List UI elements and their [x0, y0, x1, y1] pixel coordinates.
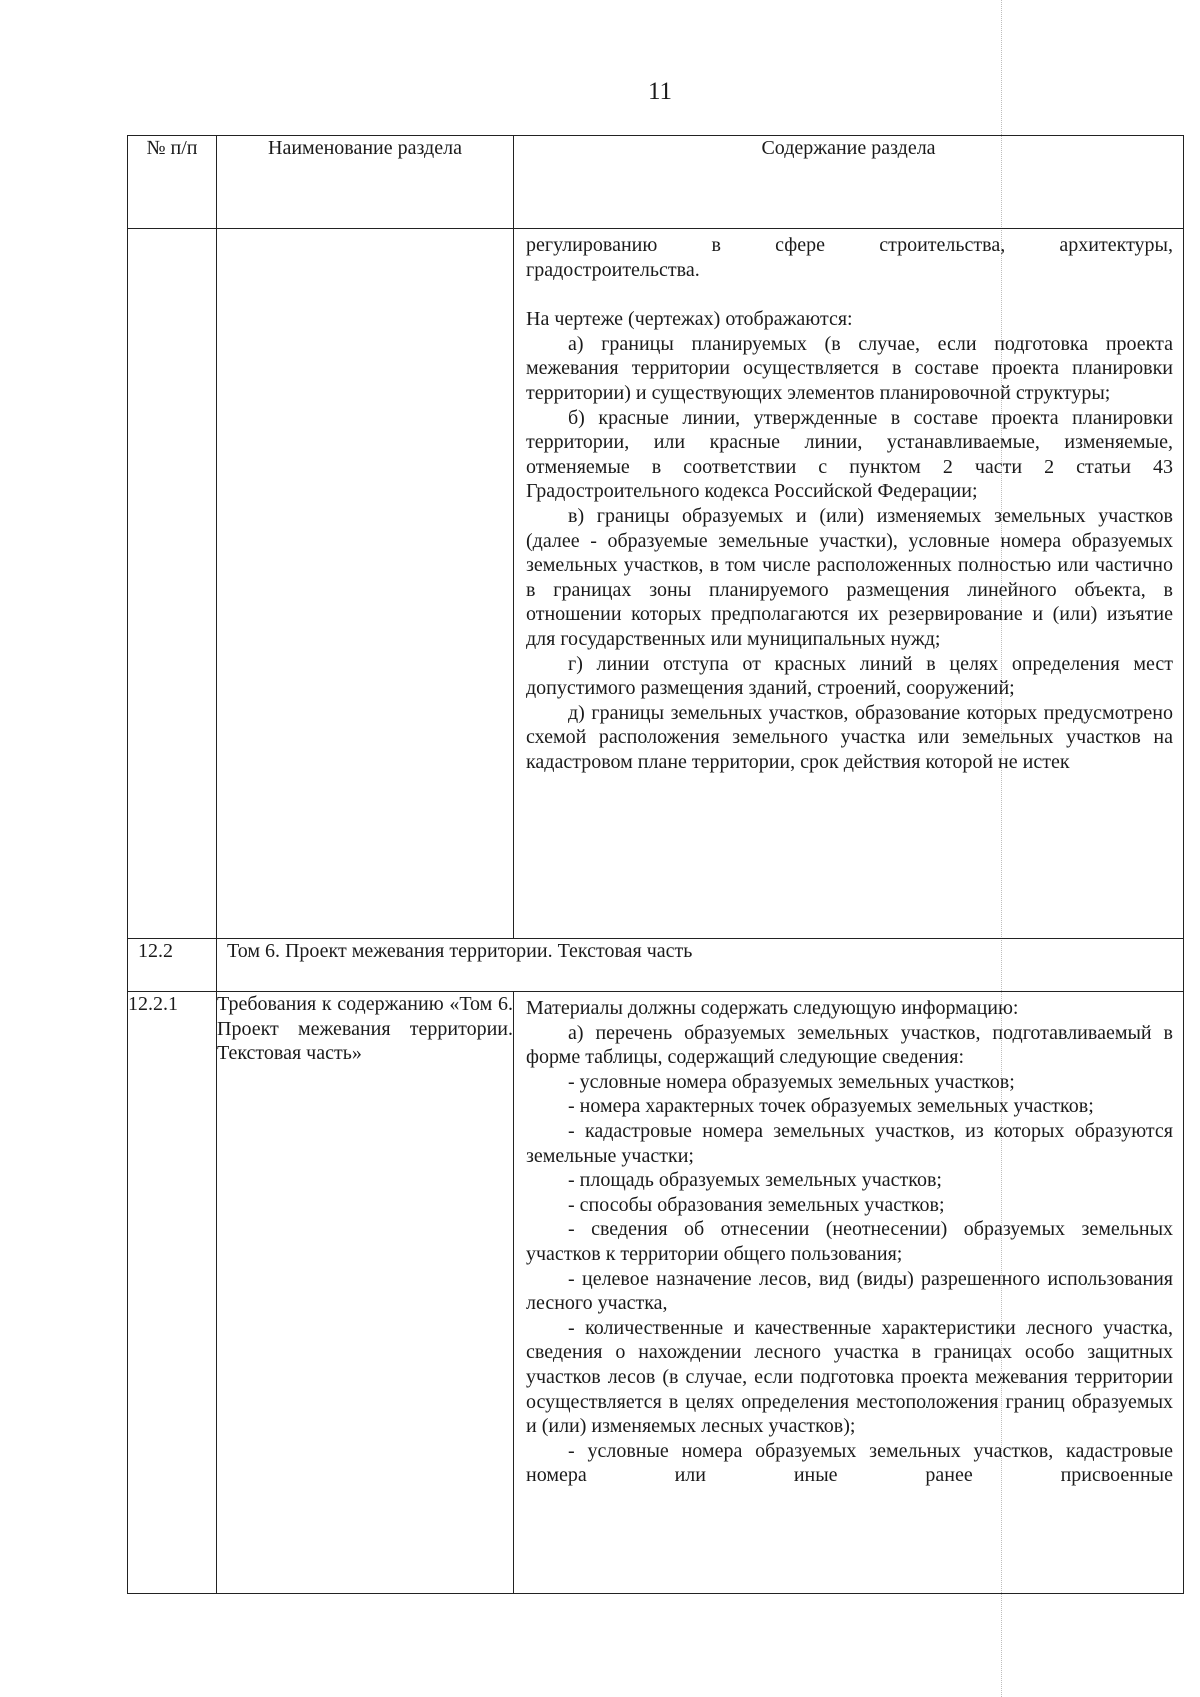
table-row — [128, 229, 1184, 939]
row-content-cell — [514, 229, 1184, 939]
row-number: 12.2 — [128, 939, 217, 992]
content-item: - номера характерных точек образуемых земельных участков; — [568, 1095, 1094, 1118]
row-number-cell — [128, 229, 217, 939]
content-line: градостроительства. — [526, 258, 700, 281]
content-item: г) линии отступа от красных линий в целях определения мест допустимого размещения зданий, строений, сооружений; — [526, 652, 1173, 700]
section-title: Том 6. Проект межевания территории. Текстовая часть — [217, 939, 1184, 992]
content-line: На чертеже (чертежах) отображаются: — [526, 308, 853, 331]
content-item: - количественные и качественные характеристики лесного участка, сведения о нахождении лесного участка в границах особо защитных участков лесов (в случае, если подготовка проекта межевания территории осуществляется в целях определения местоположения границ образуемых и (или) изменяемых лесных участков); — [526, 1316, 1173, 1438]
header-section-name: Наименование раздела — [217, 136, 514, 229]
content-item: - условные номера образуемых земельных участков, кадастровые номера или иные ранее присвоенные — [526, 1439, 1173, 1487]
page-number: 11 — [647, 78, 673, 105]
content-item: - способы образования земельных участков; — [568, 1193, 945, 1216]
section-name: Требования к содержанию «Том 6. Проект межевания территории. Текстовая часть» — [217, 992, 514, 1594]
content-item: - условные номера образуемых земельных участков; — [568, 1070, 1015, 1093]
table-row — [128, 939, 1184, 992]
content-item: в) границы образуемых и (или) изменяемых земельных участков (далее - образуемые земельные участки), условные номера образуемых земельных участков, в том числе расположенных полностью или частично в границах зоны планируемого размещения линейного объекта, в отношении которых предполагаются их резервирование и (или) изъятие для государственных или муниципальных нужд; — [526, 504, 1173, 650]
content-item: - площадь образуемых земельных участков; — [568, 1169, 942, 1192]
content-line: Материалы должны содержать следующую информацию: — [526, 997, 1019, 1019]
content-item: - кадастровые номера земельных участков, из которых образуются земельные участки; — [526, 1119, 1173, 1167]
content-item: - целевое назначение лесов, вид (виды) разрешенного использования лесного участка, — [526, 1267, 1173, 1315]
row-content-cell — [514, 992, 1184, 1594]
content-item: а) перечень образуемых земельных участков, подготавливаемый в форме таблицы, содержащий следующие сведения: — [526, 1021, 1173, 1069]
header-section-content: Содержание раздела — [514, 136, 1184, 229]
content-item: - сведения об отнесении (неотнесении) образуемых земельных участков к территории общего пользования; — [526, 1218, 1173, 1265]
content-item: б) красные линии, утвержденные в составе проекта планировки территории, или красные линии, устанавливаемые, изменяемые, отменяемые в соответствии с пунктом 2 части 2 статьи 43 Градостроительного кодекса Российской Федерации; — [526, 406, 1173, 503]
header-number: № п/п — [128, 136, 217, 229]
table-row — [128, 992, 1184, 1594]
row-name-cell — [217, 229, 514, 939]
content-item: а) границы планируемых (в случае, если подготовка проекта межевания территории осуществляется в составе проекта планировки территории) и существующих элементов планировочной структуры; — [526, 332, 1173, 404]
sections-table — [127, 135, 1184, 1594]
row-number: 12.2.1 — [128, 992, 217, 1594]
content-line: регулированию в сфере строительства, архитектуры, — [526, 234, 1173, 256]
content-item: д) границы земельных участков, образование которых предусмотрено схемой расположения земельного участка или земельных участков на кадастровом плане территории, срок действия которой не истек — [526, 701, 1173, 773]
table-header-row — [128, 136, 1184, 229]
